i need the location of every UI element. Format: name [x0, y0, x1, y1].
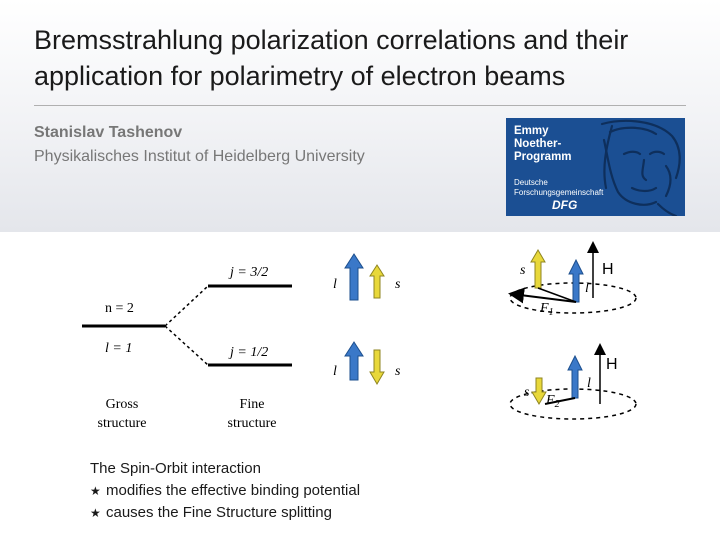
upper-l-vector-icon: [569, 260, 583, 302]
lower-splitting-line: [165, 326, 208, 365]
label-j-one-half: j = 1/2: [230, 345, 269, 360]
bullet-item: ★ modifies the effective binding potential: [90, 480, 360, 502]
fine-label-1: Fine: [239, 397, 265, 412]
upper-l-label: l: [585, 281, 589, 296]
upper-s-label: s: [520, 263, 526, 278]
upper-f1-label: $F_1$: [540, 301, 554, 318]
label-l: l = 1: [105, 341, 133, 356]
lower-s-symbol: s: [395, 364, 401, 379]
label-n: n = 2: [105, 301, 134, 316]
fine-label-2: structure: [227, 416, 277, 431]
slide-title: Bremsstrahlung polarization correlations and their application for polarimetry of electron beams: [34, 25, 629, 91]
spin-arrow-down-icon: [370, 350, 384, 384]
lower-l-symbol: l: [333, 364, 337, 379]
logo-organization: Deutsche Forschungsgemeinschaft: [514, 178, 604, 197]
author-name: Stanislav Tashenov: [34, 124, 183, 141]
lower-l-vector-icon: [568, 356, 582, 398]
gross-label-2: structure: [97, 416, 147, 431]
lower-s-label: s: [524, 385, 530, 400]
upper-h-label: H: [602, 261, 614, 278]
spin-orbit-bullets: [90, 458, 360, 524]
lower-s-vector-icon: [532, 378, 546, 404]
logo-dfg-mark: DFG: [552, 198, 578, 212]
label-j-three-halves: j = 3/2: [230, 265, 269, 280]
lower-f2-label: $F_2$: [546, 393, 560, 410]
logo-program-name: Emmy Noether- Programm: [514, 125, 572, 163]
star-bullet-icon: ★: [90, 506, 101, 520]
lower-h-label: H: [606, 356, 618, 373]
orbital-arrow-up-icon: [345, 254, 363, 300]
upper-s-symbol: s: [395, 277, 401, 292]
upper-l-symbol: l: [333, 277, 337, 292]
title-banner: [0, 0, 720, 232]
emmy-noether-dfg-logo: [506, 118, 685, 216]
bullets-heading: The Spin-Orbit interaction: [90, 460, 261, 477]
upper-s-vector-icon: [531, 250, 545, 288]
star-bullet-icon: ★: [90, 484, 101, 498]
author-institution: Physikalisches Institut of Heidelberg University: [34, 148, 365, 165]
spin-arrow-up-icon: [370, 265, 384, 298]
bullet-item: ★ causes the Fine Structure splitting: [90, 502, 360, 524]
title-divider: [34, 105, 686, 106]
orbital-arrow-up-lower-icon: [345, 342, 363, 380]
fine-structure-diagram: [0, 232, 720, 464]
upper-splitting-line: [165, 286, 208, 326]
gross-label-1: Gross: [105, 397, 139, 412]
lower-l-label: l: [587, 376, 591, 391]
